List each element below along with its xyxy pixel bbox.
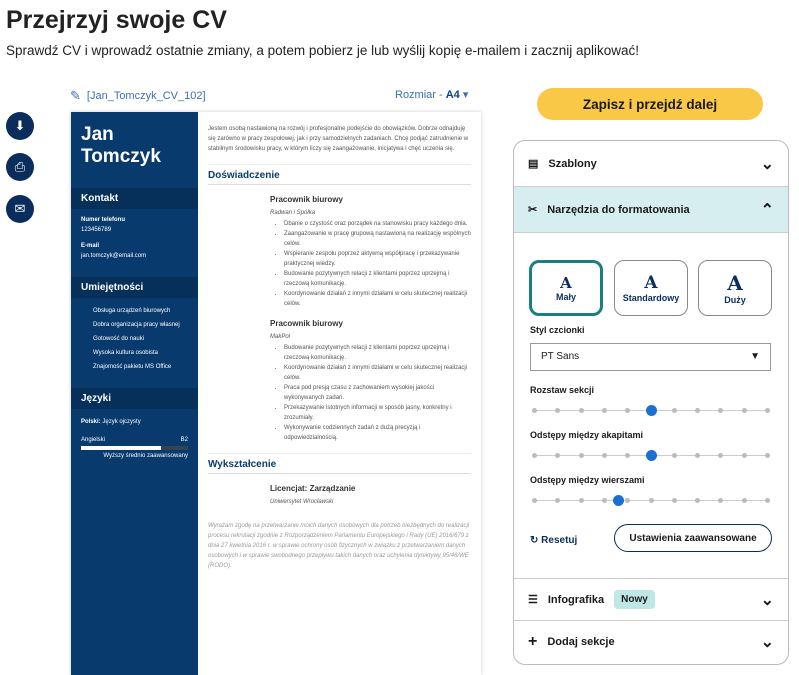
- size-label: Rozmiar -: [395, 89, 443, 101]
- font-style-select[interactable]: [530, 343, 771, 371]
- settings-panel: [513, 140, 789, 665]
- education-heading: Wykształcenie: [208, 453, 471, 474]
- slider-tick: [532, 453, 537, 458]
- lang1-level: Język ojczysty: [102, 419, 141, 425]
- slider-label: Rozstaw sekcji: [530, 385, 595, 395]
- edu-title: Licencjat: Zarządzanie: [270, 484, 356, 493]
- format-section[interactable]: [514, 187, 788, 233]
- slider-tick: [742, 453, 747, 458]
- cv-sidebar: [71, 112, 198, 675]
- reset-label: Resetuj: [541, 535, 578, 546]
- font-size-standard[interactable]: [614, 260, 688, 316]
- slider-tick: [625, 408, 630, 413]
- font-a-icon: A: [560, 274, 572, 292]
- new-badge: Nowy: [614, 590, 655, 609]
- slider-tick: [765, 453, 770, 458]
- reset-icon: ↻: [530, 535, 539, 546]
- slider-tick: [718, 408, 723, 413]
- chevron-up-icon: ⌃: [760, 201, 774, 219]
- chevron-down-icon: ⌄: [760, 591, 774, 609]
- format-label: Narzędzia do formatowania: [547, 203, 690, 216]
- slider-thumb[interactable]: [646, 405, 657, 416]
- edu-school: Uniwersytet Wrocławski: [270, 499, 334, 505]
- slider-tick: [695, 453, 700, 458]
- pencil-icon: ✎: [70, 88, 81, 103]
- file-name: [Jan_Tomczyk_CV_102]: [86, 90, 206, 102]
- spacing-slider[interactable]: [532, 455, 770, 456]
- page-title: Przejrzyj swoje CV: [6, 6, 227, 34]
- slider-thumb[interactable]: [646, 450, 657, 461]
- slider-tick: [718, 453, 723, 458]
- size-label: Duży: [724, 295, 746, 305]
- slider-tick: [625, 498, 630, 503]
- job-bullet: • Budowanie pozytywnych relacji z klientami poprzez uprzejmą i rzeczową komunikację.: [284, 269, 471, 289]
- slider-tick: [602, 453, 607, 458]
- slider-tick: [602, 498, 607, 503]
- size-label: Standardowy: [622, 293, 680, 303]
- lang2-desc: Wyższy średnio zaawansowany: [103, 453, 188, 459]
- print-icon: ⎙: [14, 159, 26, 174]
- skills-heading: Umiejętności: [71, 277, 198, 298]
- page-subtitle: Sprawdź CV i wprowadź ostatnie zmiany, a potem pobierz je lub wyślij kopię e-mailem i zacznij aplikować!: [6, 43, 640, 58]
- page-size-dropdown[interactable]: [395, 88, 468, 101]
- save-continue-button[interactable]: Zapisz i przejdź dalej: [537, 88, 763, 120]
- chevron-down-icon: ⌄: [760, 155, 774, 173]
- job-title: Pracownik biurowy: [270, 319, 343, 328]
- font-size-large[interactable]: [698, 260, 772, 316]
- add-section[interactable]: [514, 621, 788, 663]
- infographic-label: Infografika: [547, 593, 605, 606]
- slider-tick: [555, 498, 560, 503]
- slider-tick: [672, 408, 677, 413]
- slider-tick: [672, 453, 677, 458]
- job-company: Radwan i Spółka: [270, 210, 316, 216]
- print-button[interactable]: [6, 153, 34, 181]
- job-bullet: • Zaangażowanie w pracę grupową nastawioną na realizację wspólnych celów.: [284, 229, 471, 249]
- slider-tick: [579, 408, 584, 413]
- skill-item: Gotowość do nauki: [93, 336, 145, 342]
- slider-label: Odstępy między wierszami: [530, 475, 645, 485]
- experience-heading: Doświadczenie: [208, 164, 471, 185]
- slider-tick: [602, 408, 607, 413]
- skill-item: Obsługa urządzeń biurowych: [93, 308, 171, 314]
- slider-label: Odstępy między akapitami: [530, 430, 644, 440]
- download-button[interactable]: [6, 112, 34, 140]
- slider-tick: [532, 498, 537, 503]
- lang1-name: Polski:: [81, 419, 101, 425]
- spacing-slider[interactable]: [532, 500, 770, 501]
- caret-down-icon: ▼: [750, 351, 760, 362]
- slider-tick: [742, 498, 747, 503]
- lang2-level: B2: [180, 437, 188, 443]
- slider-tick: [765, 408, 770, 413]
- skill-item: Znajomość pakietu MS Office: [93, 364, 172, 370]
- advanced-settings-button[interactable]: Ustawienia zaawansowane: [614, 524, 772, 552]
- lang2-name: Angielski: [81, 437, 106, 443]
- slider-tick: [765, 498, 770, 503]
- font-value: PT Sans: [541, 351, 580, 362]
- add-section-label: Dodaj sekcje: [547, 636, 615, 648]
- job-company: MakPol: [270, 334, 291, 340]
- templates-section[interactable]: [514, 141, 788, 187]
- slider-tick: [649, 498, 654, 503]
- font-a-icon: A: [727, 271, 743, 295]
- slider-tick: [579, 498, 584, 503]
- slider-tick: [555, 408, 560, 413]
- job-bullet: • Koordynowanie działań z innymi działami w celu skutecznej realizacji celów.: [284, 289, 471, 309]
- infographic-icon: ☰: [528, 594, 538, 606]
- lang2-bar: [81, 446, 188, 450]
- phone-label: Numer telefonu: [81, 217, 126, 223]
- size-value: A4: [445, 89, 460, 101]
- job-bullet: • Wspieranie zespołu poprzez aktywną współpracę i przekazywanie praktycznej wiedzy.: [284, 249, 471, 269]
- download-icon: ⬇: [14, 118, 26, 133]
- slider-tick: [625, 453, 630, 458]
- slider-tick: [579, 453, 584, 458]
- cv-main: [198, 112, 481, 583]
- email-button[interactable]: [6, 195, 34, 223]
- job-bullet: • Budowanie pozytywnych relacji z klientami poprzez uprzejmą i rzeczową komunikację.: [284, 343, 471, 363]
- job-bullet: • Dbanie o czystość oraz porządek na stanowisku pracy każdego dnia.: [284, 219, 471, 229]
- slider-tick: [718, 498, 723, 503]
- cv-name: Jan Tomczyk: [81, 124, 161, 167]
- chevron-down-icon: ⌄: [760, 634, 774, 651]
- caret-down-icon: ▾: [462, 89, 469, 101]
- cv-summary: Jestem osobą nastawioną na rozwój i profesjonalne podejście do obowiązków. Dobrze odnajduję się zarówno w pracy zespołowej, jak i przy samodzielnych zadaniach. Chcę podjąć zatrudnienie w stabilnym środowisku pracy, w którym liczy się zaangażowanie, inicjatywa i chęć uczenia się.: [208, 126, 469, 152]
- format-body: [514, 233, 788, 579]
- font-style-label: Styl czcionki: [530, 325, 585, 335]
- infographic-section[interactable]: [514, 579, 788, 621]
- skill-item: Dobra organizacja pracy własnej: [93, 322, 180, 328]
- font-size-small[interactable]: [529, 260, 603, 316]
- email-icon: ✉: [14, 201, 26, 216]
- reset-button[interactable]: [530, 535, 577, 546]
- slider-tick: [695, 498, 700, 503]
- slider-tick: [532, 408, 537, 413]
- slider-tick: [742, 408, 747, 413]
- email-label: E-mail: [81, 243, 100, 249]
- job-bullet: • Praca pod presją czasu z zachowaniem wysokiej jakości wykonywanych zadań.: [284, 383, 471, 403]
- job-bullet: • Koordynowanie działań z innymi działami w celu skutecznej realizacji celów.: [284, 363, 471, 383]
- spacing-slider[interactable]: [532, 410, 770, 411]
- job-entry: [270, 195, 471, 309]
- skill-item: Wysoka kultura osobista: [93, 350, 158, 356]
- gdpr-clause: Wyrażam zgodę na przetwarzanie moich danych osobowych dla potrzeb niezbędnych do realizacji procesu rekrutacji zgodnie z Rozporządzeniem Parlamentu Europejskiego i Rady (UE) 2016/679 z dnia 27 kwietnia 2016 r. w sprawie ochrony osób fizycznych w związku z przetwarzaniem danych osobowych i w sprawie swobodnego przepływu takich danych oraz uchylenia dyrektywy 95/46/WE (RODO).: [208, 523, 470, 569]
- slider-tick: [672, 498, 677, 503]
- plus-icon: +: [528, 633, 538, 650]
- templates-label: Szablony: [548, 157, 597, 170]
- cv-preview: [71, 112, 481, 675]
- languages-heading: Języki: [71, 388, 198, 409]
- contact-heading: Kontakt: [71, 188, 198, 209]
- phone: 123456789: [81, 227, 112, 233]
- file-name-edit[interactable]: [70, 88, 206, 104]
- job-bullet: • Przekazywanie istotnych informacji w sposób jasny, konkretny i zrozumiały.: [284, 403, 471, 423]
- job-bullet: • Wykonywanie codziennych zadań z dużą precyzją i odpowiedzialnością.: [284, 423, 471, 443]
- tools-icon: ✂: [528, 204, 538, 216]
- font-a-icon: A: [644, 273, 658, 293]
- size-label: Mały: [555, 292, 576, 302]
- slider-tick: [555, 453, 560, 458]
- templates-icon: ▤: [528, 158, 539, 170]
- slider-thumb[interactable]: [613, 495, 624, 506]
- slider-tick: [695, 408, 700, 413]
- job-entry: [270, 319, 471, 443]
- email: jan.tomczyk@email.com: [81, 253, 147, 259]
- job-title: Pracownik biurowy: [270, 195, 343, 204]
